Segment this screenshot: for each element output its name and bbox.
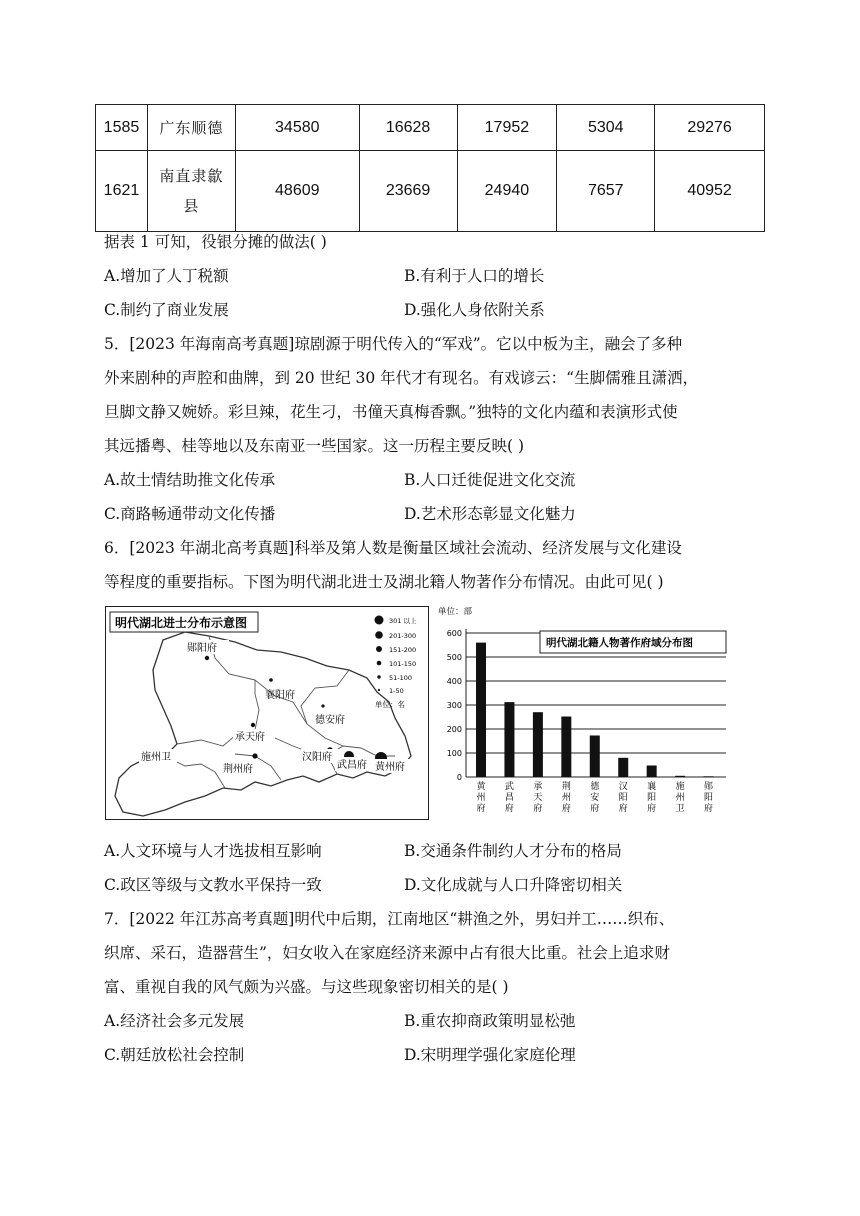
x-tick-label: 施 xyxy=(675,782,685,792)
q7-option-b: B.重农抑商政策明显松弛 xyxy=(404,1012,576,1030)
legend-item: 51-100 xyxy=(389,674,413,682)
y-tick-label: 600 xyxy=(446,629,462,638)
x-tick-label: 汉 xyxy=(618,782,628,792)
bar xyxy=(533,712,543,777)
table-cell xyxy=(147,151,235,232)
y-tick-label: 200 xyxy=(446,725,462,734)
x-tick-label: 阳 xyxy=(647,793,657,803)
map-title: 明代湖北进士分布示意图 xyxy=(115,616,248,630)
question-6-line: 6．[2023 年湖北高考真题]科举及第人数是衡量区域社会流动、经济发展与文化建设 xyxy=(104,539,682,557)
place-label: 郧阳府 xyxy=(187,643,217,654)
hubei-jinshi-map xyxy=(105,606,429,820)
x-tick-label: 安 xyxy=(590,793,600,803)
x-tick-label: 荆 xyxy=(561,782,571,792)
x-tick-label: 昌 xyxy=(504,793,514,803)
x-tick-label: 府 xyxy=(647,804,657,814)
legend-unit: 单位：名 xyxy=(375,700,405,709)
q6-option-d: D.文化成就与人口升降密切相关 xyxy=(404,876,623,894)
table-row xyxy=(96,151,765,232)
q7-option-c: C.朝廷放松社会控制 xyxy=(104,1046,245,1064)
x-tick-label: 府 xyxy=(618,804,628,814)
x-tick-label: 州 xyxy=(675,793,685,803)
chart-title: 明代湖北籍人物著作府域分布图 xyxy=(546,637,693,649)
chart-svg xyxy=(436,604,730,822)
x-tick-label: 府 xyxy=(533,804,543,814)
table-cell: 40952 xyxy=(655,151,765,232)
place-label: 黄州府 xyxy=(375,762,405,773)
x-tick-label: 府 xyxy=(590,804,600,814)
place-label: 施州卫 xyxy=(141,752,171,763)
works-distribution-chart xyxy=(436,604,730,822)
table-cell: 17952 xyxy=(457,105,557,151)
q4-option-b: B.有利于人口的增长 xyxy=(404,267,545,285)
question-5-line: 其远播粤、桂等地以及东南亚一些国家。这一历程主要反映( ) xyxy=(104,437,525,455)
x-tick-label: 郧 xyxy=(704,782,714,792)
x-tick-label: 武 xyxy=(504,782,514,792)
table-cell: 7657 xyxy=(557,151,655,232)
q5-option-b: B.人口迁徙促进文化交流 xyxy=(404,471,576,489)
question-7-line: 富、重视自我的风气颇为兴盛。与这些现象密切相关的是( ) xyxy=(104,978,509,996)
map-svg xyxy=(105,606,429,820)
bar xyxy=(561,717,571,777)
place-label: 襄阳府 xyxy=(265,690,295,701)
x-tick-label: 承 xyxy=(533,782,543,792)
table-cell: 34580 xyxy=(235,105,359,151)
question-6-line: 等程度的重要指标。下图为明代湖北进士及湖北籍人物著作分布情况。由此可见( ) xyxy=(104,573,664,591)
table-cell: 1621 xyxy=(96,151,148,232)
place-label: 武昌府 xyxy=(337,760,367,771)
question-4-stem: 据表 1 可知，役银分摊的做法( ) xyxy=(104,233,327,251)
place-label: 汉阳府 xyxy=(302,752,332,763)
x-tick-label: 阳 xyxy=(618,793,628,803)
x-tick-label: 卫 xyxy=(675,804,685,814)
x-tick-label: 州 xyxy=(476,793,486,803)
x-tick-label: 府 xyxy=(704,804,714,814)
bar xyxy=(675,776,685,777)
x-tick-label: 德 xyxy=(590,782,600,792)
table-cell: 23669 xyxy=(359,151,457,232)
x-tick-label: 府 xyxy=(476,804,486,814)
table-cell: 16628 xyxy=(359,105,457,151)
table-cell: 29276 xyxy=(655,105,765,151)
place-text: 南直隶歙县 xyxy=(159,167,224,215)
x-tick-label: 天 xyxy=(533,793,543,803)
legend-item: 1-50 xyxy=(389,687,404,695)
q5-option-d: D.艺术形态彰显文化魅力 xyxy=(404,505,576,523)
x-tick-label: 黄 xyxy=(476,782,486,792)
question-7-line: 织席、采石，造器营生”，妇女收入在家庭经济来源中占有很大比重。社会上追求财 xyxy=(104,944,670,962)
bar xyxy=(704,776,714,777)
legend-item: 201-300 xyxy=(389,632,417,640)
table-cell: 广东顺德 xyxy=(147,105,235,151)
table-row xyxy=(96,105,765,151)
table-cell: 5304 xyxy=(557,105,655,151)
bar xyxy=(504,702,514,777)
q4-option-c: C.制约了商业发展 xyxy=(104,301,229,319)
x-tick-label: 府 xyxy=(504,804,514,814)
y-tick-label: 400 xyxy=(446,677,462,686)
x-tick-label: 襄 xyxy=(647,782,657,792)
q5-option-c: C.商路畅通带动文化传播 xyxy=(104,505,276,523)
bar xyxy=(647,765,657,777)
question-5-line: 5．[2023 年海南高考真题]琼剧源于明代传入的“军戏”。它以中板为主，融会了多种 xyxy=(104,335,683,353)
q6-option-b: B.交通条件制约人才分布的格局 xyxy=(404,842,622,860)
chart-unit: 单位：部 xyxy=(438,607,473,617)
table-cell: 1585 xyxy=(96,105,148,151)
question-5-line: 旦脚文静又婉娇。彩旦辣，花生刁，书僮天真梅香飘。”独特的文化内蕴和表演形式使 xyxy=(104,403,678,421)
bar xyxy=(590,735,600,777)
q4-option-a: A.增加了人丁税额 xyxy=(104,267,229,285)
population-table xyxy=(95,104,765,232)
q7-option-a: A.经济社会多元发展 xyxy=(104,1012,245,1030)
y-tick-label: 0 xyxy=(456,773,462,782)
y-tick-label: 100 xyxy=(446,749,462,758)
question-5-line: 外来剧种的声腔和曲牌，到 20 世纪 30 年代才有现名。有戏谚云：“生脚儒雅且潇洒， xyxy=(104,369,699,387)
place-label: 德安府 xyxy=(315,715,345,726)
table-cell: 48609 xyxy=(235,151,359,232)
legend-item: 301 以上 xyxy=(389,617,417,625)
x-tick-label: 阳 xyxy=(704,793,714,803)
q5-option-a: A.故土情结助推文化传承 xyxy=(104,471,276,489)
x-tick-label: 州 xyxy=(561,793,571,803)
y-tick-label: 300 xyxy=(446,701,462,710)
bar xyxy=(618,758,628,777)
place-label: 承天府 xyxy=(235,732,265,743)
x-tick-label: 府 xyxy=(561,804,571,814)
bar xyxy=(476,643,486,777)
y-tick-label: 500 xyxy=(446,653,462,662)
q4-option-d: D.强化人身依附关系 xyxy=(404,301,545,319)
q7-option-d: D.宋明理学强化家庭伦理 xyxy=(404,1046,576,1064)
legend-item: 151-200 xyxy=(389,646,417,654)
q6-option-c: C.政区等级与文教水平保持一致 xyxy=(104,876,322,894)
place-label: 荆州府 xyxy=(223,764,253,775)
q6-option-a: A.人文环境与人才选拔相互影响 xyxy=(104,842,322,860)
table-cell: 24940 xyxy=(457,151,557,232)
question-7-line: 7．[2022 年江苏高考真题]明代中后期，江南地区“耕渔之外，男妇并工……织布、 xyxy=(104,910,675,928)
legend-item: 101-150 xyxy=(389,660,417,668)
